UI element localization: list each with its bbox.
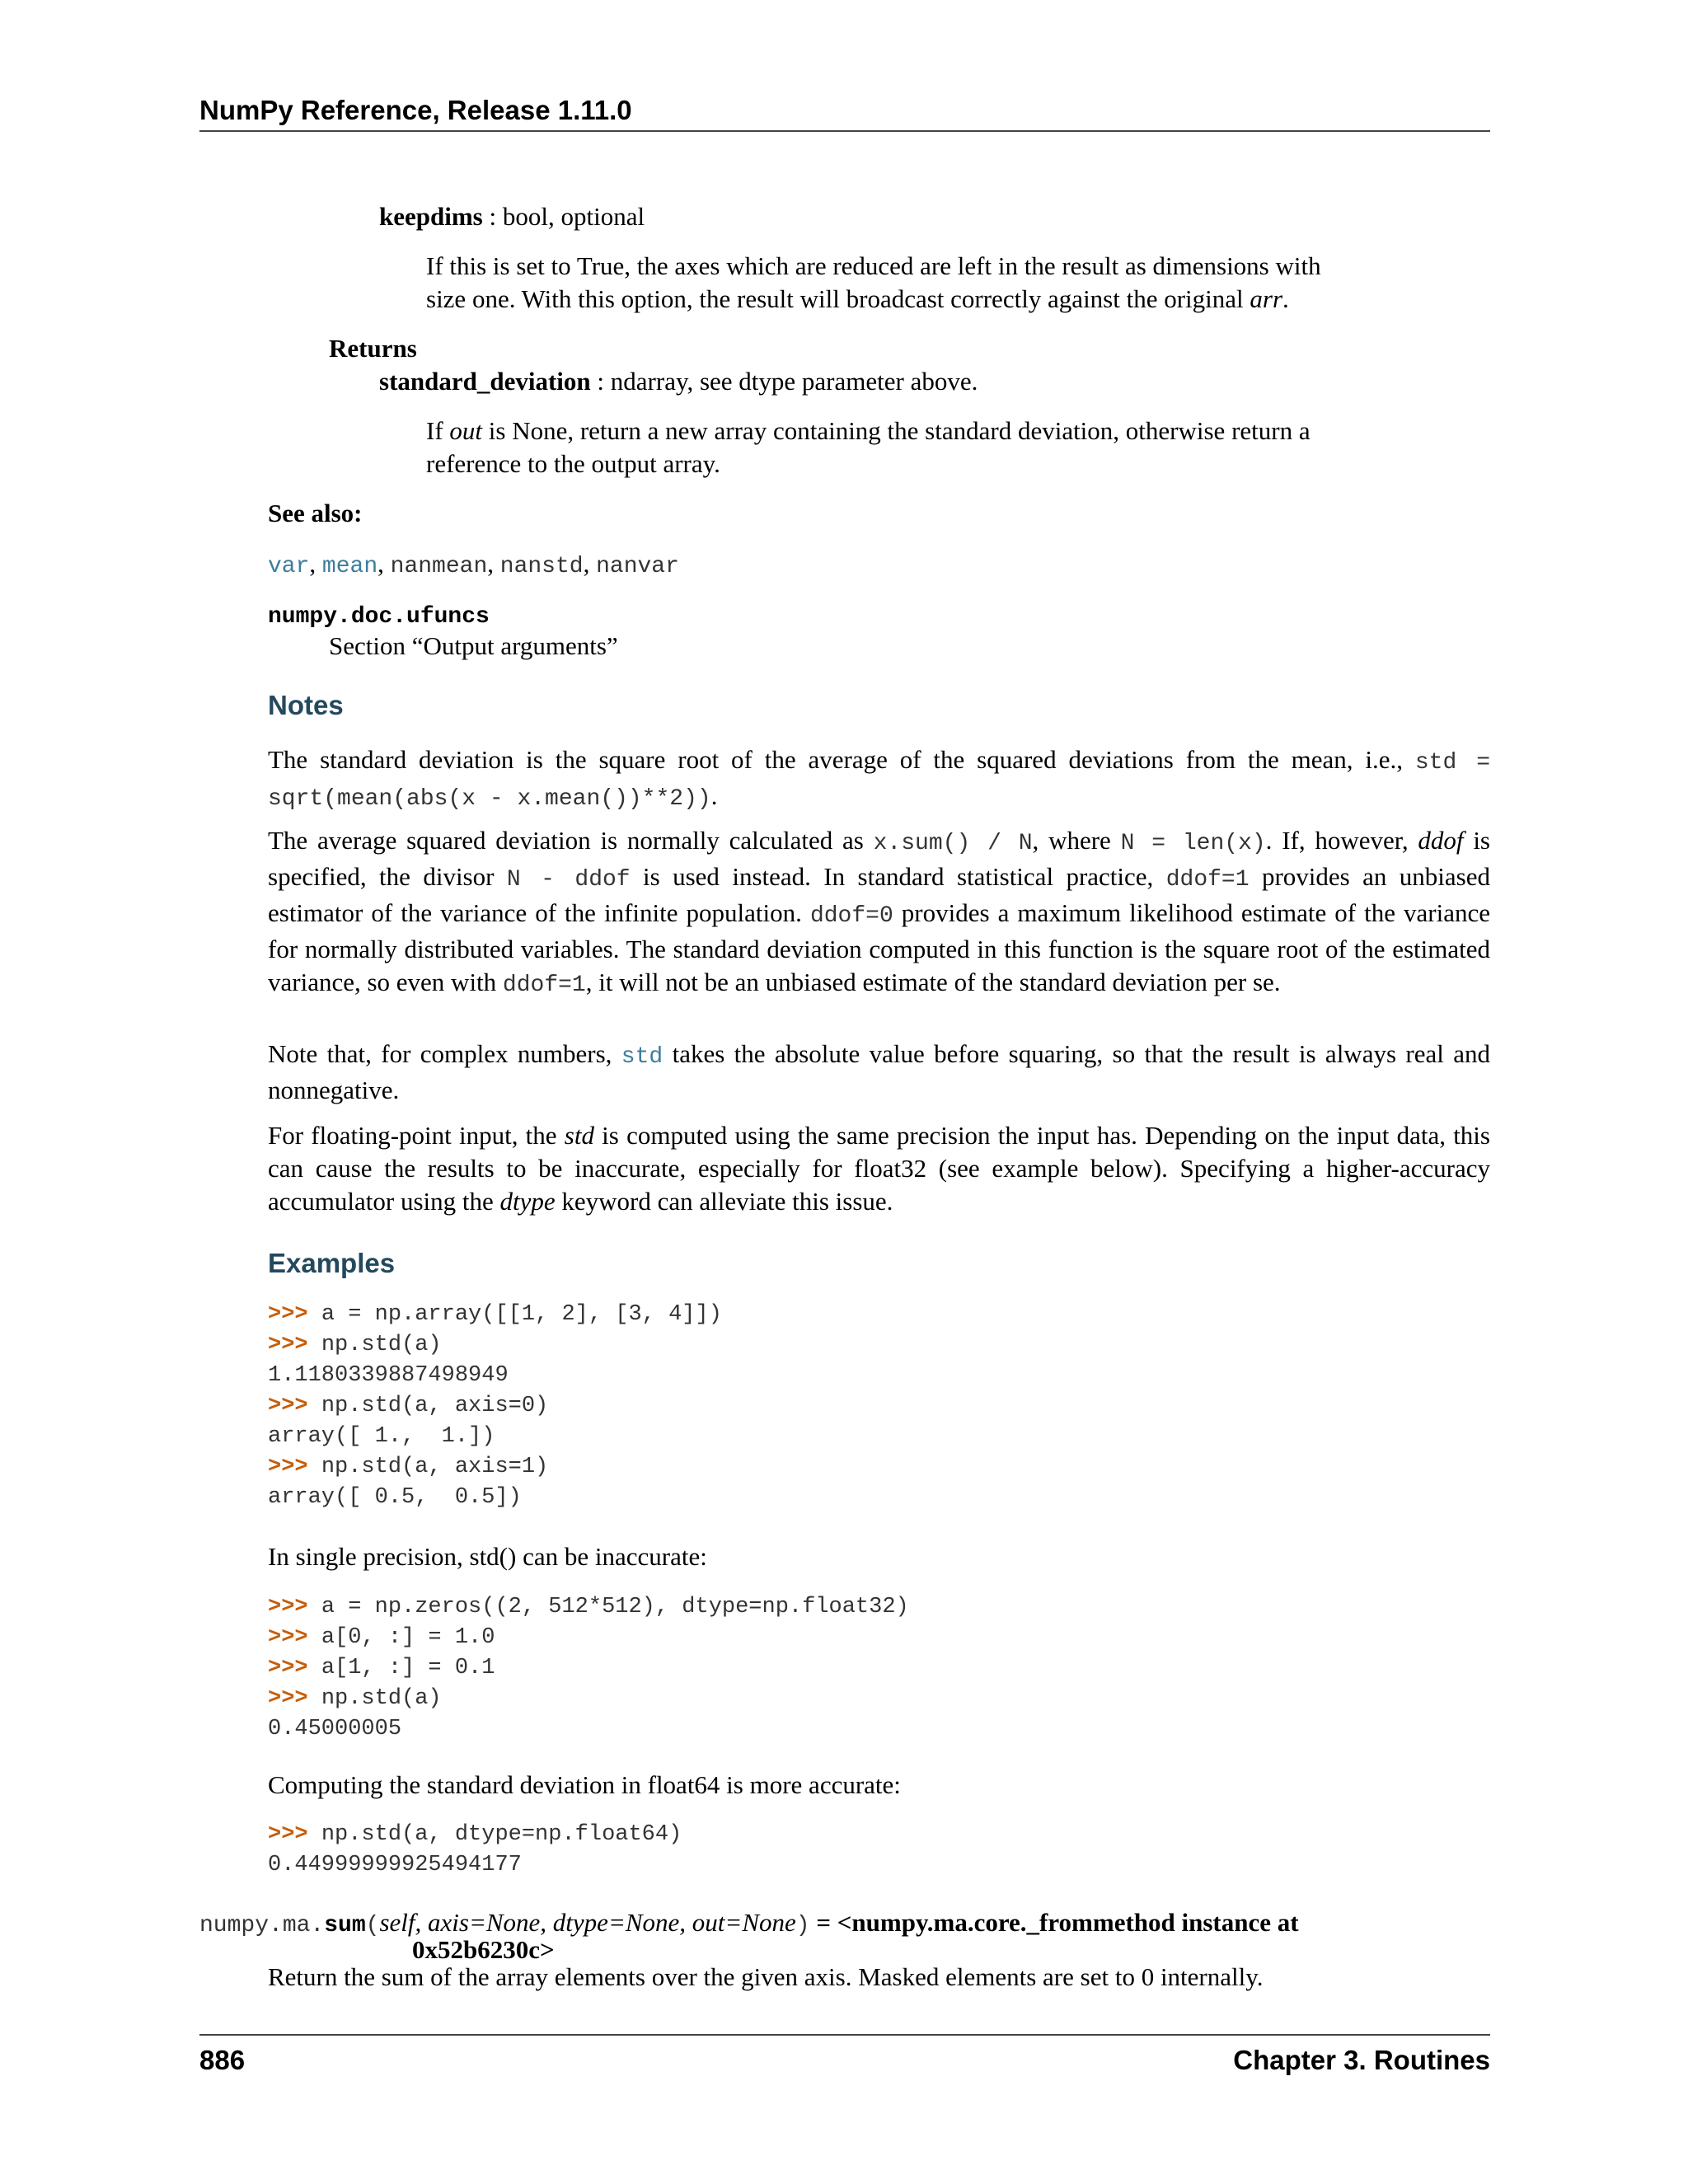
examples-heading: Examples [268,1248,396,1278]
function-description: Return the sum of the array elements over the given axis. Masked elements are set to 0 internally. [268,1962,1264,1991]
param-name: keepdims [379,202,483,231]
link-mean[interactable]: mean [321,554,378,579]
running-header: NumPy Reference, Release 1.11.0 [199,95,632,125]
param-keepdims: keepdims : bool, optional [379,202,645,231]
function-name: sum [324,1913,366,1938]
notes-paragraph-1: The standard deviation is the square root of the average of the squared deviations from the mean, i.e., std = sqrt(mean(abs(x - x.mean())**2)). [268,745,1490,812]
examples-text-1: In single precision, std() can be inaccurate: [268,1542,707,1571]
notes-paragraph-4: For floating-point input, the std is computed using the same precision the input has. Depending on the input data, this can cause the results to be inaccurate, especially for float32 (see example below). Specifying a higher-accuracy accumulator using the dtype keyword can alleviate this issue. [268,1121,1490,1216]
code-prompt: >>> [268,1302,308,1327]
function-signature: numpy.ma.sum(self, axis=None, dtype=None, out=None) = <numpy.ma.core._frommethod instance at [199,1908,1299,1938]
link-std[interactable]: std [621,1044,663,1070]
header-rule [199,130,1490,132]
footer-rule [199,2034,1490,2036]
see-also-links: var, mean, nanmean, nanstd, nanvar [268,549,679,579]
ufuncs-ref: numpy.doc.ufuncs [268,604,490,630]
chapter-label: Chapter 3. Routines [1233,2045,1490,2075]
ufuncs-desc: Section “Output arguments” [329,631,618,660]
see-also-heading: See also: [268,499,363,527]
returns-heading: Returns [329,334,417,363]
function-params: self, axis=None, dtype=None, out=None [379,1908,796,1937]
link-var[interactable]: var [268,554,310,579]
notes-paragraph-2: The average squared deviation is normally calculated as x.sum() / N, where N = len(x). If, however, ddof is specified, the divisor N - ddof is used instead. In standard statistical practice, ddof=1 provides an unbiased estimator of the variance of the infinite population. ddof=0 provides a maximum likelihood estimate of the variance for normally distributed variables. The standard deviation computed in this function is the square root of the estimated variance, so even with ddof=1, it will not be an unbiased estimate of the standard deviation per se. [268,826,1490,998]
code-block-2: >>> a = np.zeros((2, 512*512), dtype=np.float32) >>> a[0, :] = 1.0 >>> a[1, :] = 0.1 >>> np.std(a) 0.45000005 [268,1595,909,1741]
ref-nanstd: nanstd [499,554,584,579]
ref-nanvar: nanvar [596,554,679,579]
returns-param: standard_deviation : ndarray, see dtype parameter above. [379,367,978,396]
code-block-1: >>> a = np.array([[1, 2], [3, 4]]) >>> np.std(a) 1.1180339887498949 >>> np.std(a, axis=0) array([ 1., 1.]) >>> np.std(a, axis=1) array([ 0.5, 0.5]) [268,1302,722,1510]
function-signature-addr: 0x52b6230c> [412,1935,555,1964]
code-block-3: >>> np.std(a, dtype=np.float64) 0.44999999925494177 [268,1822,682,1877]
notes-paragraph-3: Note that, for complex numbers, std takes the absolute value before squaring, so that the result is always real and nonnegative. [268,1039,1490,1104]
notes-heading: Notes [268,690,344,720]
examples-text-2: Computing the standard deviation in float64 is more accurate: [268,1770,901,1799]
ref-nanmean: nanmean [390,554,488,579]
param-type: bool, optional [502,202,645,231]
page-number: 886 [199,2045,246,2075]
returns-desc: If out is None, return a new array containing the standard deviation, otherwise return a reference to the output array. [426,416,1311,478]
param-keepdims-desc: If this is set to True, the axes which are reduced are left in the result as dimensions with size one. With this option, the result will broadcast correctly against the original arr. [426,251,1321,313]
